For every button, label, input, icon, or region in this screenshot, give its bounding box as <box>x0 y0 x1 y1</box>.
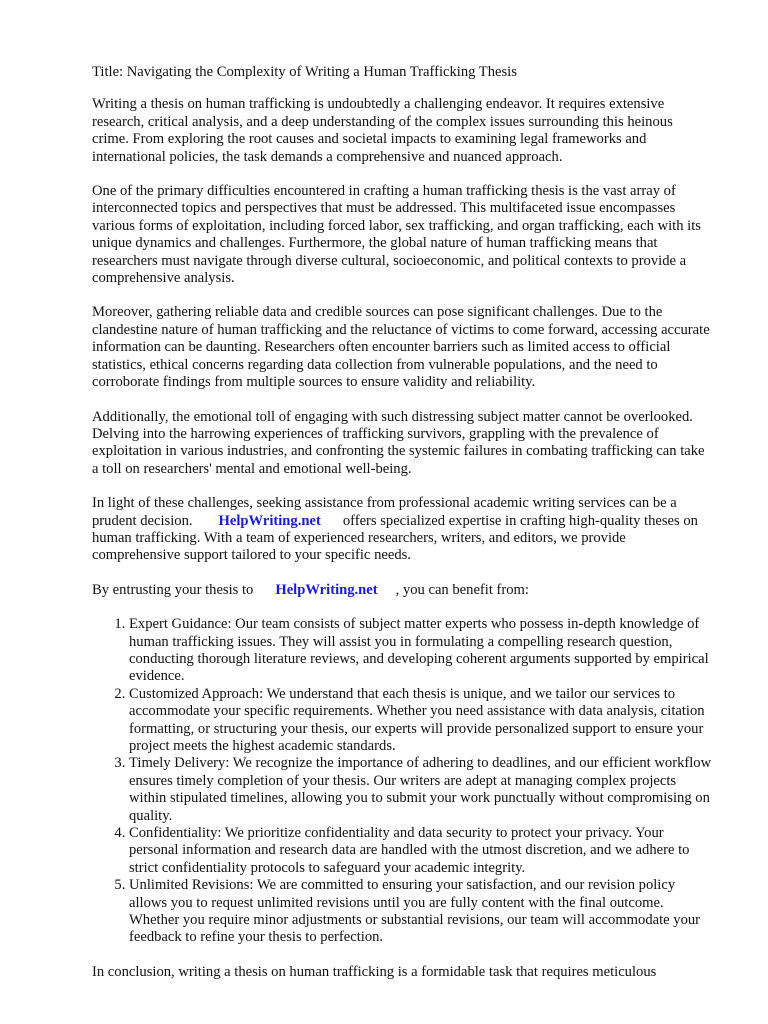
paragraph-assistance <box>92 495 712 565</box>
benefit-confidentiality: 4. Confidentiality: We prioritize confidentiality and data security to protect your privacy. Your personal information and research data are handled with the utmost discretion, and we adhere to strict confidentiality protocols to safeguard your academic integrity. <box>129 825 712 877</box>
paragraph-benefit-intro <box>92 582 712 599</box>
benefit-intro-before: By entrusting your thesis to <box>92 581 254 598</box>
paragraph-difficulties: One of the primary difficulties encountered in crafting a human trafficking thesis is the vast array of interconnected topics and perspectives that must be addressed. This multifaceted issue encompasses various forms of exploitation, including forced labor, sex trafficking, and organ trafficking, each with its unique dynamics and challenges. Furthermore, the global nature of human trafficking means that researchers must navigate through diverse cultural, socioeconomic, and political contexts to provide a comprehensive analysis. <box>92 183 701 287</box>
helpwriting-link[interactable]: HelpWriting.net <box>218 512 321 529</box>
assistance-text-before: In light of these challenges, seeking assistance from professional academic writing services can be a prudent decision. <box>92 495 677 529</box>
paragraph-data-sources: Moreover, gathering reliable data and credible sources can pose significant challenges. Due to the clandestine nature of human trafficking and the reluctance of victims to come forward, accessing accurate information can be daunting. Researchers often encounter barriers such as limited access to official statistics, ethical concerns regarding data collection from vulnerable populations, and the need to corroborate findings from multiple sources to ensure validity and reliability. <box>92 304 710 391</box>
paragraph-emotional-toll: Additionally, the emotional toll of engaging with such distressing subject matter cannot be overlooked. Delving into the harrowing experiences of trafficking survivors, grappling with the prevalence of exploitation in various industries, and confronting the systemic failures in combating trafficking can take a toll on researchers' mental and emotional well-being. <box>92 408 705 477</box>
benefit-unlimited-revisions: 5. Unlimited Revisions: We are committed to ensuring your satisfaction, and our revision policy allows you to request unlimited revisions until you are fully content with the final outcome. Whether you require minor adjustments or substantial revisions, our team will accommodate your feedback to refine your thesis to perfection. <box>129 877 712 947</box>
paragraph-conclusion: In conclusion, writing a thesis on human trafficking is a formidable task that requires meticulous <box>92 963 657 980</box>
assistance-text-after: offers specialized expertise in crafting high-quality theses on human trafficking. With a team of experienced researchers, writers, and editors, we provide comprehensive support tailored to your specific needs. <box>92 512 698 564</box>
paragraph-intro: Writing a thesis on human trafficking is undoubtedly a challenging endeavor. It requires extensive research, critical analysis, and a deep understanding of the complex issues surrounding this heinous crime. From exploring the root causes and societal impacts to examining legal frameworks and international policies, the task demands a comprehensive and nuanced approach. <box>92 96 673 165</box>
benefit-expert-guidance: 1. Expert Guidance: Our team consists of subject matter experts who possess in-depth knowledge of human trafficking issues. They will assist you in formulating a compelling research question, conducting thorough literature reviews, and developing coherent arguments supported by empirical evidence. <box>129 616 712 686</box>
benefit-timely-delivery: 3. Timely Delivery: We recognize the importance of adhering to deadlines, and our efficient workflow ensures timely completion of your thesis. Our writers are adept at managing complex projects within stipulated timelines, allowing you to submit your work punctually without compromising on quality. <box>129 755 712 825</box>
benefit-customized-approach: 2. Customized Approach: We understand that each thesis is unique, and we tailor our services to accommodate your specific requirements. Whether you need assistance with data analysis, citation formatting, or structuring your thesis, our experts will provide personalized support to ensure your project meets the highest academic standards. <box>129 686 712 756</box>
benefits-list <box>92 616 712 947</box>
benefit-intro-after: , you can benefit from: <box>395 581 529 598</box>
helpwriting-link-2[interactable]: HelpWriting.net <box>275 581 378 598</box>
document-title: Title: Navigating the Complexity of Writing a Human Trafficking Thesis <box>92 64 517 80</box>
